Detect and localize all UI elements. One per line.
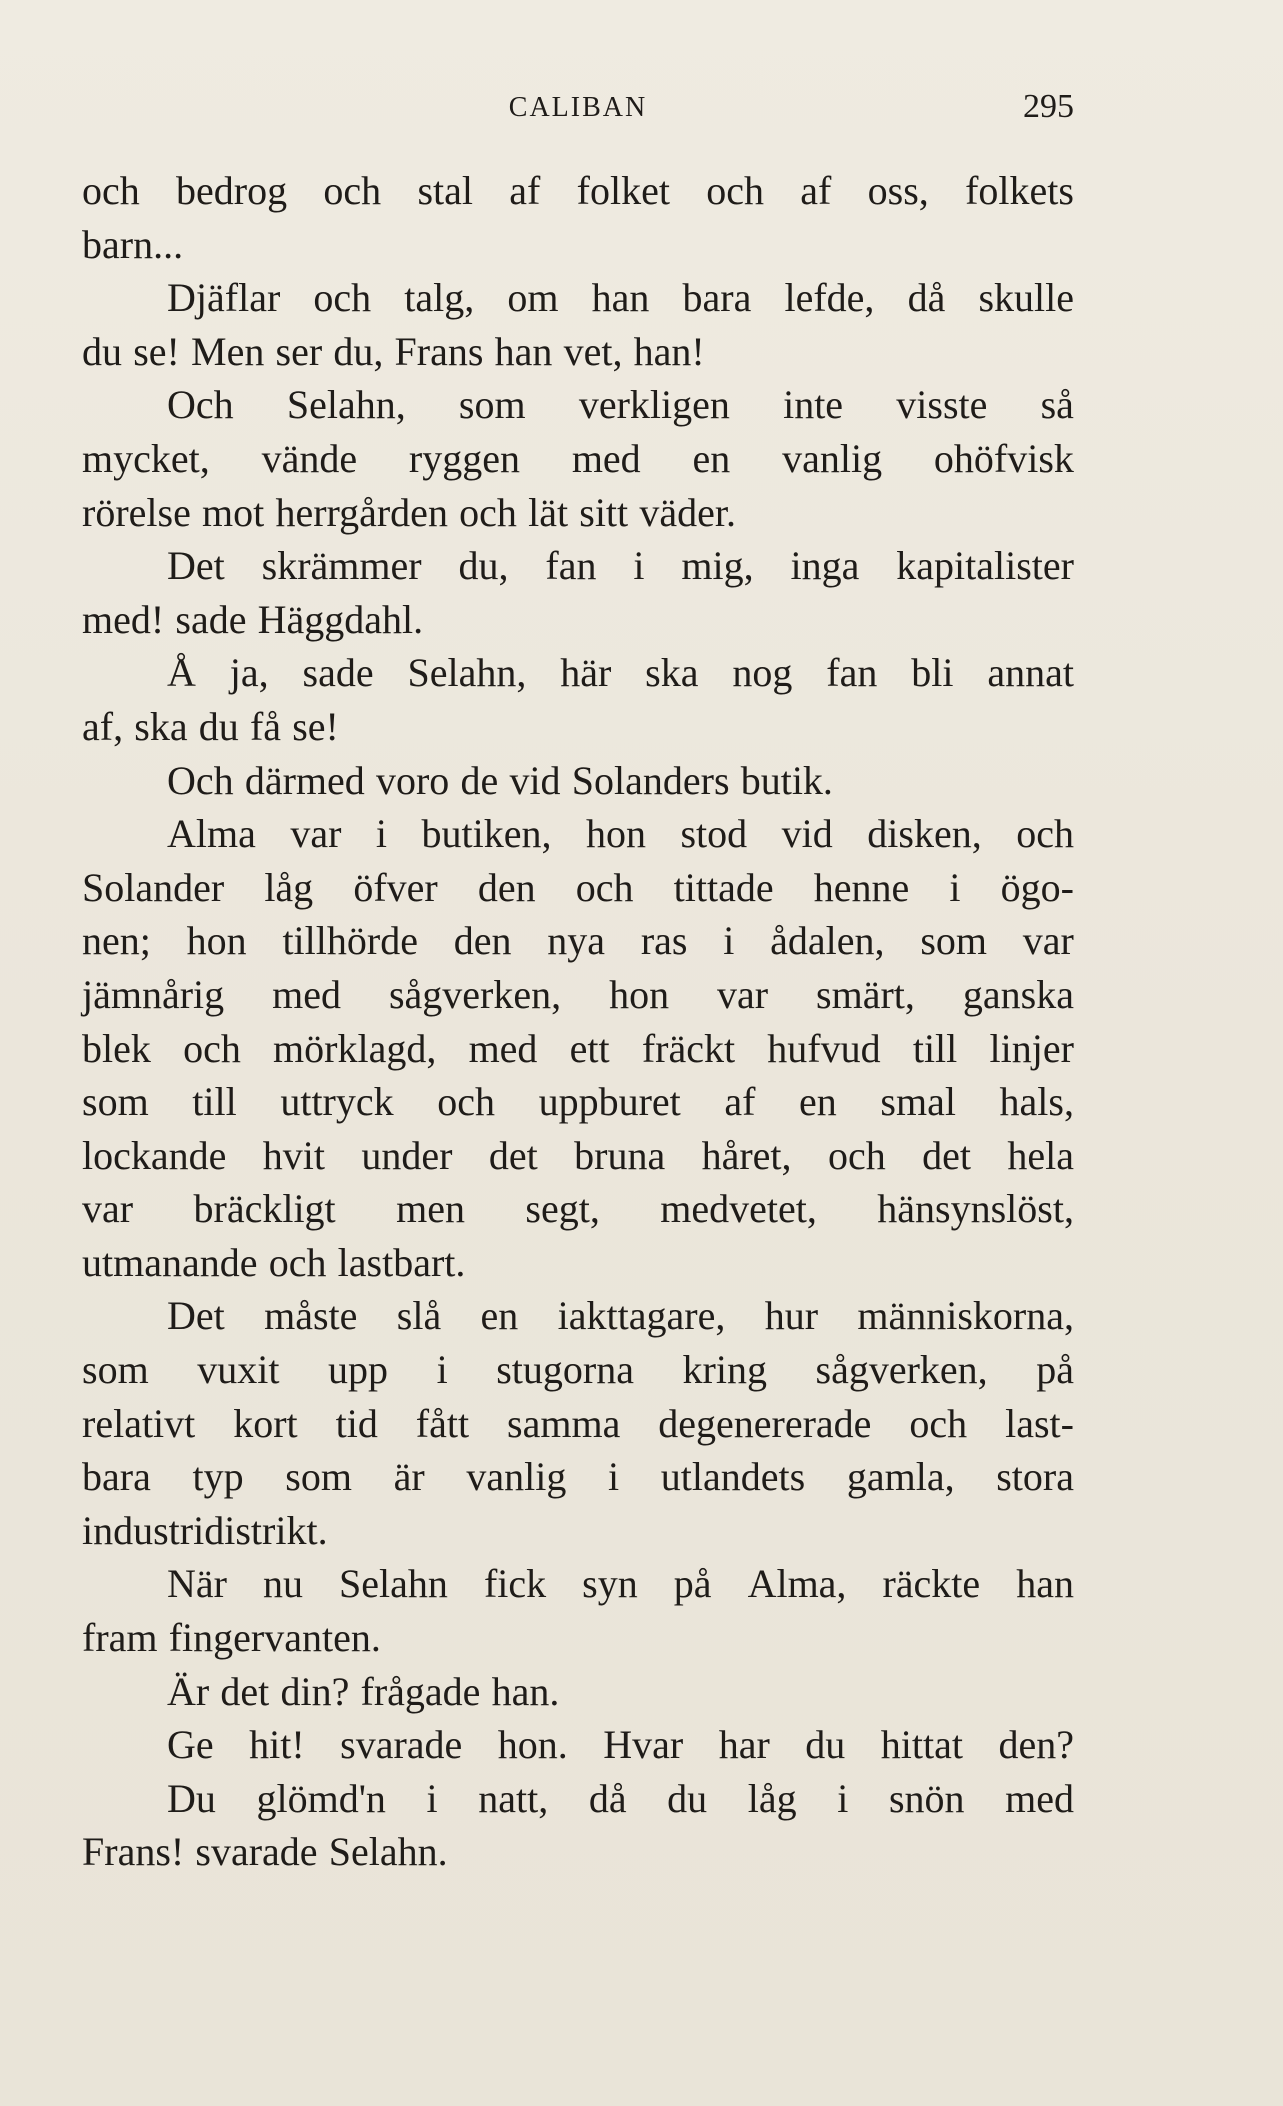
text-line: Det måste slå en iakttagare, hur människorna,	[167, 1293, 1074, 1339]
text-line: Det skrämmer du, fan i mig, inga kapitalister	[167, 543, 1074, 589]
text-line: fram fingervanten.	[82, 1615, 381, 1661]
text-line: bara typ som är vanlig i utlandets gamla, stora	[82, 1454, 1074, 1500]
text-line: nen; hon tillhörde den nya ras i ådalen, som var	[82, 918, 1074, 964]
text-line: Frans! svarade Selahn.	[82, 1829, 448, 1875]
text-line: af, ska du få se!	[82, 703, 339, 749]
text-line: och bedrog och stal af folket och af oss, folkets	[82, 168, 1074, 213]
text-line: blek och mörklagd, med ett fräckt hufvud till linjer	[82, 1025, 1074, 1071]
text-line: Och Selahn, som verkligen inte visste så	[167, 382, 1074, 428]
text-line: Du glömd'n i natt, då du låg i snön med	[167, 1775, 1074, 1821]
text-line: var bräckligt men segt, medvetet, hänsynslöst,	[82, 1186, 1074, 1232]
text-line: När nu Selahn fick syn på Alma, räckte han	[167, 1561, 1074, 1607]
text-line: Solander låg öfver den och tittade henne i ögo-	[82, 864, 1074, 910]
text-line: relativt kort tid fått samma degenererade och last-	[82, 1400, 1074, 1446]
text-line: Ge hit! svarade hon. Hvar har du hittat den?	[167, 1722, 1074, 1768]
text-line: utmanande och lastbart.	[82, 1239, 466, 1285]
text-line: Och därmed voro de vid Solanders butik.	[167, 757, 833, 803]
body-text	[82, 164, 1074, 1879]
text-line: Å ja, sade Selahn, här ska nog fan bli annat	[167, 650, 1074, 696]
text-line: barn...	[82, 221, 184, 267]
text-line: med! sade Häggdahl.	[82, 596, 424, 642]
page-number: 295	[1023, 88, 1074, 125]
text-line: som till uttryck och uppburet af en smal hals,	[82, 1079, 1074, 1125]
page-header	[82, 88, 1074, 128]
running-title: CALIBAN	[508, 92, 648, 123]
text-line: du se! Men ser du, Frans han vet, han!	[82, 328, 705, 374]
text-line: Djäflar och talg, om han bara lefde, då skulle	[167, 275, 1074, 321]
text-line: Är det din? frågade han.	[167, 1668, 560, 1714]
text-line: industridistrikt.	[82, 1507, 328, 1553]
text-line: lockande hvit under det bruna håret, och det hela	[82, 1132, 1074, 1178]
text-line: som vuxit upp i stugorna kring sågverken, på	[82, 1347, 1074, 1393]
text-line: jämnårig med sågverken, hon var smärt, ganska	[82, 971, 1074, 1017]
text-line: rörelse mot herrgården och lät sitt väder.	[82, 489, 736, 535]
text-line: Alma var i butiken, hon stod vid disken, och	[167, 811, 1074, 857]
text-line: mycket, vände ryggen med en vanlig ohöfvisk	[82, 435, 1074, 481]
